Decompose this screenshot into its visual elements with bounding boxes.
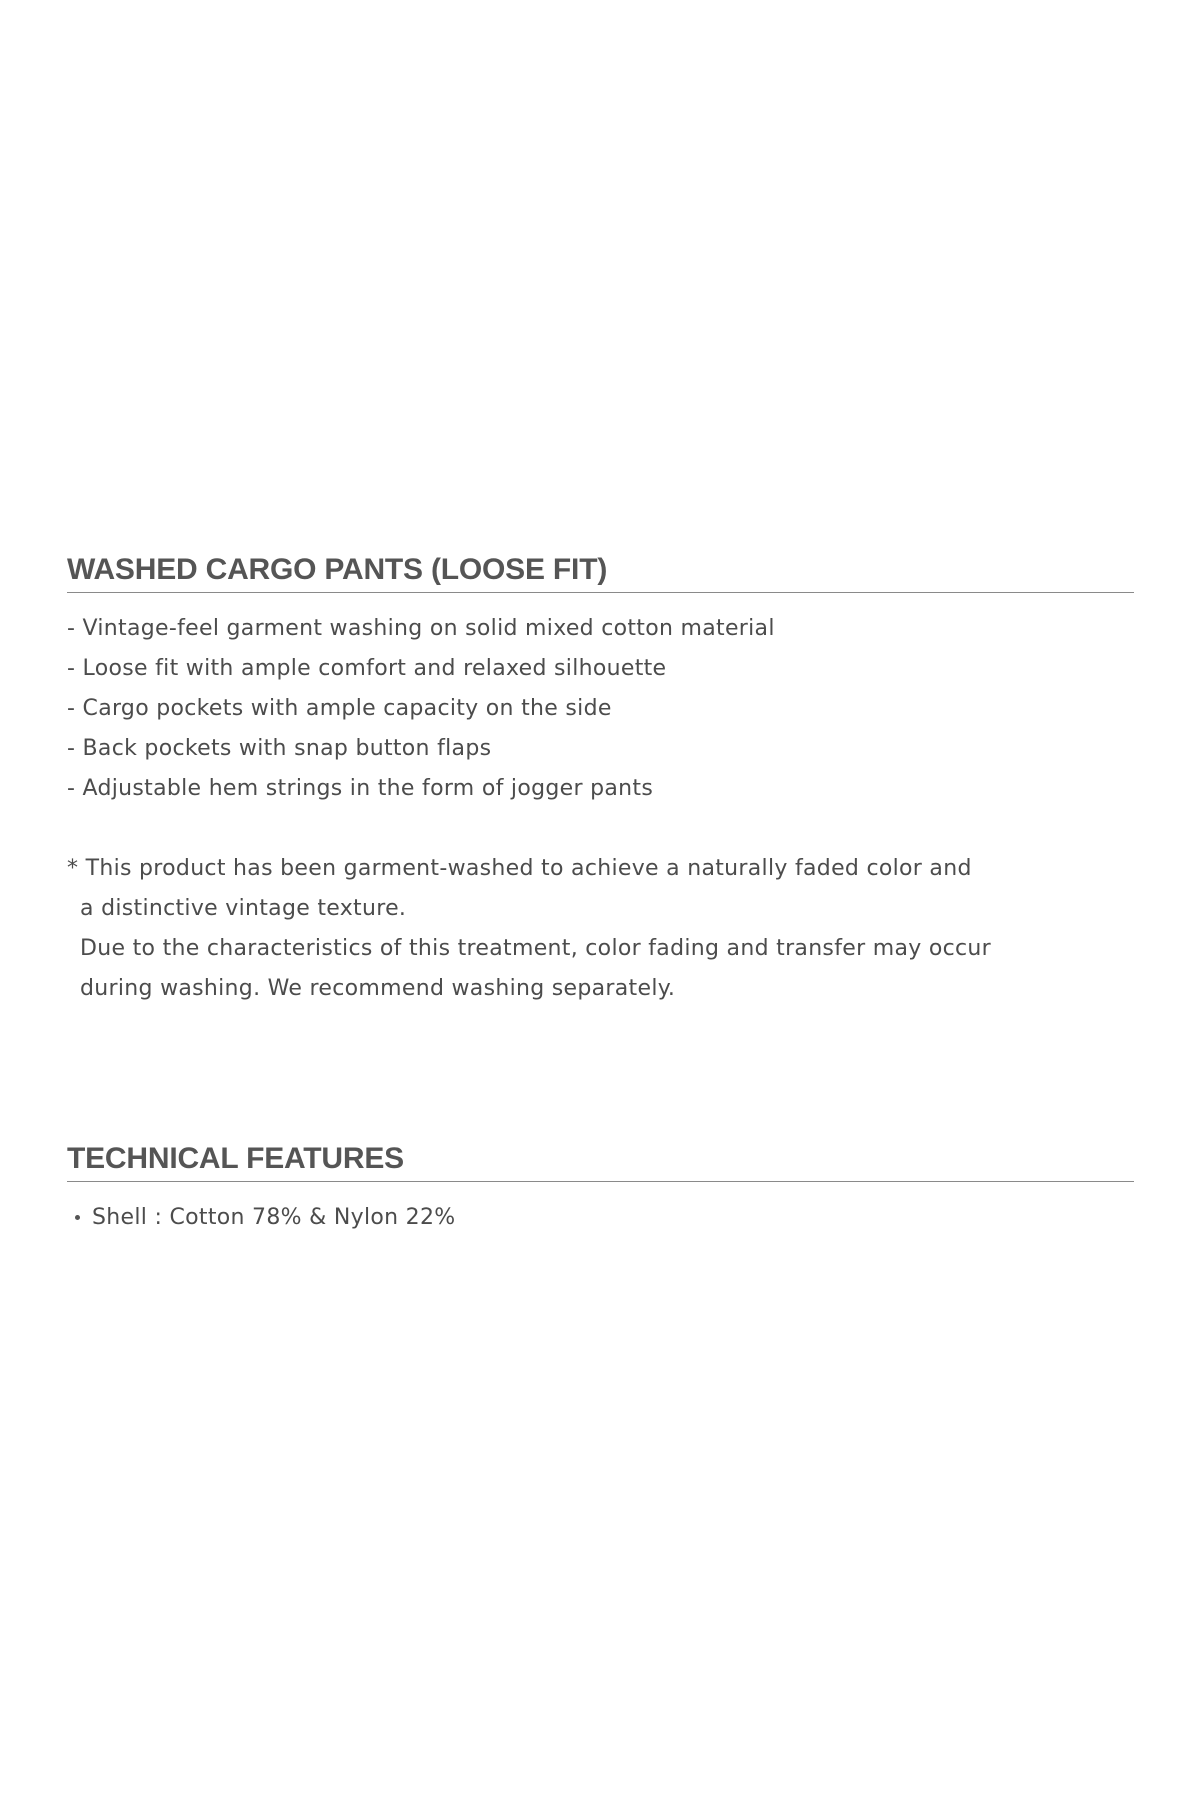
product-description-section xyxy=(67,553,1134,1009)
technical-features-title: TECHNICAL FEATURES xyxy=(67,1142,404,1175)
product-title: WASHED CARGO PANTS (LOOSE FIT) xyxy=(67,553,608,586)
feature-list xyxy=(67,609,1134,809)
feature-item: - Loose fit with ample comfort and relaxed silhouette xyxy=(67,655,667,681)
spec-list xyxy=(67,1198,1134,1238)
feature-item: - Cargo pockets with ample capacity on the side xyxy=(67,695,612,721)
spec-item xyxy=(67,1198,1134,1238)
care-note-line: * This product has been garment-washed to achieve a naturally faded color and xyxy=(67,855,972,881)
care-note-line: Due to the characteristics of this treatment, color fading and transfer may occur xyxy=(80,935,991,961)
feature-item: - Back pockets with snap button flaps xyxy=(67,735,492,761)
care-note xyxy=(67,849,1134,1009)
care-note-line: during washing. We recommend washing separately. xyxy=(80,975,676,1001)
care-note-line: a distinctive vintage texture. xyxy=(80,895,407,921)
spec-text: Shell : Cotton 78% & Nylon 22% xyxy=(92,1204,456,1230)
technical-features-section xyxy=(67,1142,1134,1238)
bullet-icon xyxy=(75,1215,80,1220)
feature-item: - Vintage-feel garment washing on solid mixed cotton material xyxy=(67,615,775,641)
product-details xyxy=(67,609,1134,1009)
technical-divider xyxy=(67,1181,1134,1182)
feature-item: - Adjustable hem strings in the form of jogger pants xyxy=(67,775,654,801)
title-divider xyxy=(67,592,1134,593)
